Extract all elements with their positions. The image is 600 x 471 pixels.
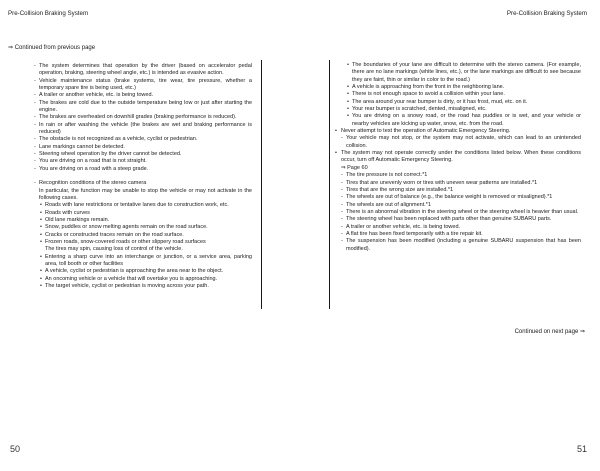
list-item: The tires may spin, causing loss of control of the vehicle. (45, 246, 183, 253)
list-item: - The obstacle is not recognized as a vehicle, cyclist or pedestrian. (28, 136, 252, 143)
list-item: - The suspension has been modified (including a genuine SUBARU suspension that has been modified). (335, 238, 581, 253)
list-item: • Cracks or constructed traces remain on the road surface. (28, 232, 252, 239)
list-item: • Entering a sharp curve into an interchange or junction, or a service area, parking area, toll booth or other facilities (28, 254, 252, 269)
list-item: - Tires that are unevenly worn or tires with uneven wear patterns are installed.*1 (335, 180, 581, 187)
list-item: - In rain or after washing the vehicle (the brakes are wet and braking performance is reduced) (28, 122, 252, 137)
list-item: • A vehicle is approaching from the front in the neighboring lane. (335, 84, 581, 91)
list-item: • Frozen roads, snow-covered roads or other slippery road surfaces (28, 239, 252, 246)
list-item: - The steering wheel has been replaced with parts other than genuine SUBARU parts. (335, 216, 581, 223)
list-item: • Snow, puddles or snow melting agents remain on the road surface. (28, 224, 252, 231)
list-item: • The area around your rear bumper is dirty, or it has frost, mud, etc. on it. (335, 99, 581, 106)
list-item: - A trailer or another vehicle, etc. is being towed. (28, 92, 252, 99)
list-item: • There is not enough space to avoid a collision within your lane. (335, 91, 581, 98)
list-item: • Your rear bumper is scratched, dented, misaligned, etc. (335, 106, 581, 113)
list-item: - Vehicle maintenance status (brake systems, tire wear, tire pressure, whether a temporary spare tire is being used, etc.) (28, 78, 252, 93)
list-item: - Steering wheel operation by the driver cannot be detected. (28, 151, 252, 158)
list-item: • A vehicle, cyclist or pedestrian is approaching the area near to the object. (28, 268, 252, 275)
header-title-right: Pre-Collision Braking System (506, 10, 587, 17)
page-reference-link[interactable]: ⇒ Page 60 (341, 164, 368, 171)
list-item: - There is an abnormal vibration in the steering wheel or the steering wheel is heavier than usual. (335, 209, 581, 216)
list-item: - The wheels are out of alignment.*1 (335, 202, 581, 209)
list-item: • Roads with lane restrictions or tentative lanes due to construction work, etc. (28, 202, 252, 209)
list-item: - You are driving on a road with a steep grade. (28, 166, 252, 173)
list-item: • The system may not operate correctly under the conditions listed below. When these conditions occur, turn off Automatic Emergency Steering. (335, 150, 581, 165)
list-item: - The system determines that operation by the driver (based on accelerator pedal operation, braking, steering wheel angle, etc.) is intended as evasive action. (28, 63, 252, 78)
right-caution-box (329, 60, 581, 309)
list-item: - A flat tire has been fixed temporarily with a tire repair kit. (335, 231, 581, 238)
list-item: - The brakes are overheated on downhill grades (braking performance is reduced). (28, 114, 252, 121)
list-item: - Lane markings cannot be detected. (28, 144, 252, 151)
header-title-left: Pre-Collision Braking System (8, 10, 89, 17)
list-item: In particular, the function may be unable to stop the vehicle or may not activate in the following cases. (39, 187, 252, 201)
list-item: - You are driving on a road that is not straight. (28, 158, 252, 165)
list-item: - The wheels are out of balance (e.g., the balance weight is removed or misaligned).*1 (335, 194, 581, 201)
list-item: - Your vehicle may not stop, or the system may not activate, which can lead to an unintended collision. (335, 135, 581, 150)
list-item: • You are driving on a snowy road, or the road has puddles or is wet, and your vehicle or nearby vehicles are kicking up water, snow, etc. from the road. (335, 113, 581, 128)
list-item: - The brakes are cold due to the outside temperature being low or just after starting the engine. (28, 100, 252, 115)
continued-on-next-page: Continued on next page ⇒ (514, 329, 585, 335)
list-item: • Roads with curves (28, 210, 252, 217)
list-item: • Old lane markings remain. (28, 217, 252, 224)
list-item: - A trailer or another vehicle, etc. is being towed. (335, 224, 581, 231)
continued-from-previous: ⇒ Continued from previous page (8, 45, 96, 51)
page-number-left: 50 (10, 444, 21, 454)
list-item: - Recognition conditions of the stereo camera (28, 180, 252, 187)
list-item: • The boundaries of your lane are difficult to determine with the stereo camera. (For example, there are no lane markings (white lines, etc.), or the lane markings are difficult to see because they are faint, thin or similar in color to the road.) (335, 62, 581, 84)
list-item: - Tires that are the wrong size are installed.*1 (335, 187, 581, 194)
list-item: - The tire pressure is not correct.*1 (335, 172, 581, 179)
list-item: • The target vehicle, cyclist or pedestrian is moving across your path. (28, 283, 252, 290)
left-caution-box (28, 60, 262, 309)
page-number-right: 51 (576, 444, 587, 454)
list-item: • Never attempt to test the operation of Automatic Emergency Steering. (335, 128, 581, 135)
list-item: • An oncoming vehicle or a vehicle that will overtake you is approaching. (28, 276, 252, 283)
